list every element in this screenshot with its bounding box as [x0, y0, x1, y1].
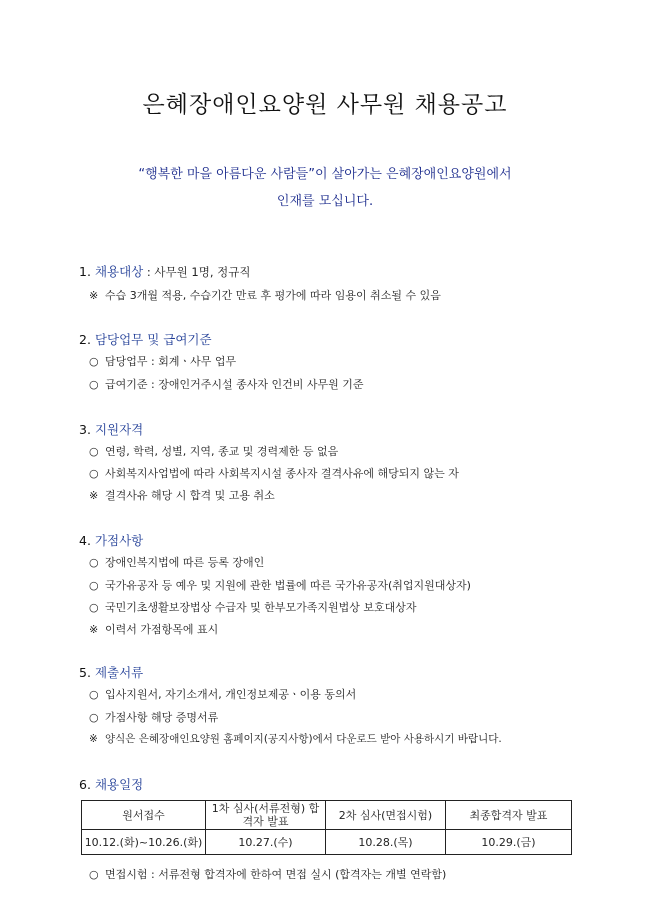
list-item-text: 양식은 은혜장애인요양원 홈페이지(공지사항)에서 다운로드 받아 사용하시기 바랍니다. — [105, 733, 502, 745]
section-heading-3 — [79, 420, 143, 438]
list-item-text: 연령, 학력, 성별, 지역, 종교 및 경력제한 등 없음 — [105, 445, 339, 458]
list-item — [89, 599, 417, 615]
note-marker: ※ — [89, 733, 98, 745]
note-marker: ※ — [89, 289, 99, 302]
list-item-text: 결격사유 해당 시 합격 및 고용 취소 — [105, 489, 275, 502]
bullet-marker: ○ — [89, 868, 99, 881]
section-heading-2 — [79, 330, 212, 348]
section-title: 채용일정 — [94, 777, 144, 792]
section-title: 제출서류 — [94, 665, 144, 680]
list-item-text: 국민기초생활보장법상 수급자 및 한부모가족지원법상 보호대상자 — [105, 601, 417, 614]
bullet-marker: ○ — [89, 445, 99, 458]
bullet-marker: ○ — [89, 355, 99, 368]
note-marker: ※ — [89, 489, 99, 502]
list-item-text: 가점사항 해당 증명서류 — [105, 711, 219, 724]
list-item — [89, 487, 275, 503]
section-number: 6. — [79, 777, 91, 792]
bullet-marker: ○ — [89, 579, 99, 592]
section-number: 4. — [79, 533, 91, 548]
list-item-text: 급여기준 : 장애인거주시설 종사자 인건비 사무원 기준 — [105, 378, 364, 391]
table-cell: 10.29.(금) — [446, 830, 572, 855]
schedule-table — [81, 800, 572, 855]
list-item-text: 사회복지사업법에 따라 사회복지시설 종사자 결격사유에 해당되지 않는 자 — [105, 467, 459, 480]
list-item-text: 입사지원서, 자기소개서, 개인정보제공ㆍ이용 동의서 — [105, 688, 357, 701]
list-item — [89, 577, 471, 593]
page-title: 은혜장애인요양원 사무원 채용공고 — [142, 92, 508, 118]
list-item — [89, 443, 338, 459]
bullet-marker: ○ — [89, 378, 99, 391]
list-item-text: 담당업무 : 회계ㆍ사무 업무 — [105, 355, 237, 368]
section-heading-4 — [79, 531, 143, 549]
section-title: 가점사항 — [94, 533, 144, 548]
section-title: 담당업무 및 급여기준 — [94, 332, 212, 347]
list-item-text: 국가유공자 등 예우 및 지원에 관한 법률에 따른 국가유공자(취업지원대상자) — [105, 579, 471, 592]
section-heading-6 — [79, 775, 143, 793]
footnote — [89, 866, 446, 882]
bullet-marker: ○ — [89, 688, 99, 701]
list-item-text: 장애인복지법에 따른 등록 장애인 — [105, 556, 265, 569]
intro-line-2: 인재를 모십니다. — [276, 194, 374, 209]
section-heading-5 — [79, 663, 143, 681]
section-number: 1. — [79, 264, 91, 279]
list-item-text: 수습 3개월 적용, 수습기간 만료 후 평가에 따라 임용이 취소될 수 있음 — [105, 289, 441, 302]
footnote-text: 면접시험 : 서류전형 합격자에 한하여 면접 실시 (합격자는 개별 연락함) — [105, 868, 447, 881]
list-item — [89, 709, 218, 725]
bullet-marker: ○ — [89, 556, 99, 569]
list-item-text: 이력서 가점항목에 표시 — [105, 623, 219, 636]
column-header: 1차 심사(서류전형) 합격자 발표 — [206, 801, 326, 830]
bullet-marker: ○ — [89, 467, 99, 480]
list-item — [89, 287, 441, 303]
section-number: 2. — [79, 332, 91, 347]
section-detail: : 사무원 1명, 정규직 — [143, 265, 251, 279]
column-header: 원서접수 — [82, 801, 206, 830]
note-marker: ※ — [89, 623, 99, 636]
section-number: 5. — [79, 665, 91, 680]
table-cell: 10.28.(목) — [326, 830, 446, 855]
section-number: 3. — [79, 422, 91, 437]
list-item — [89, 621, 218, 637]
bullet-marker: ○ — [89, 601, 99, 614]
list-item — [89, 376, 363, 392]
intro-line-1: “행복한 마을 아름다운 사람들”이 살아가는 은혜장애인요양원에서 — [138, 167, 512, 182]
list-item — [89, 353, 236, 369]
table-row — [82, 830, 572, 855]
column-header: 최종합격자 발표 — [446, 801, 572, 830]
section-title: 지원자격 — [94, 422, 144, 437]
section-title: 채용대상 — [94, 264, 144, 279]
list-item — [89, 731, 502, 746]
section-heading-1 — [79, 262, 250, 280]
list-item — [89, 686, 356, 702]
list-item — [89, 554, 264, 570]
list-item — [89, 465, 459, 481]
table-cell: 10.27.(수) — [206, 830, 326, 855]
table-header-row — [82, 801, 572, 830]
table-cell: 10.12.(화)~10.26.(화) — [82, 830, 206, 855]
bullet-marker: ○ — [89, 711, 99, 724]
column-header: 2차 심사(면접시험) — [326, 801, 446, 830]
